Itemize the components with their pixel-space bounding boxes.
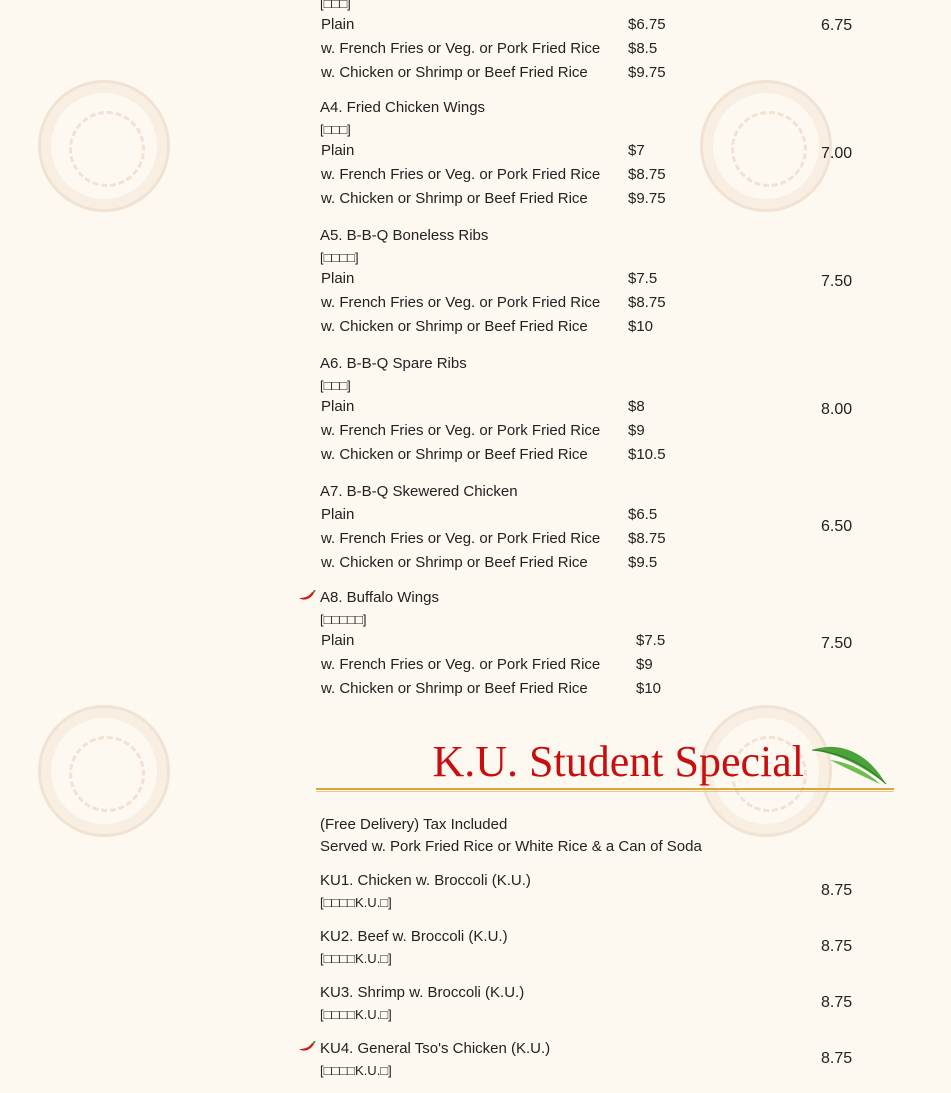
item-price: 8.75 (821, 882, 853, 899)
item-chinese-name: [□□□□K.U.□] (320, 1063, 392, 1078)
item-title: A5. B-B-Q Boneless Ribs (320, 227, 489, 244)
option-label: w. Chicken or Shrimp or Beef Fried Rice (321, 64, 588, 81)
option-price: $7.5 (628, 270, 658, 287)
option-price: $7.5 (636, 632, 666, 649)
option-row (320, 503, 860, 527)
option-label: w. French Fries or Veg. or Pork Fried Rice (321, 530, 601, 547)
item-price: 7.00 (821, 145, 853, 162)
menu-item-a8[interactable] (320, 588, 860, 701)
item-title: A7. B-B-Q Skewered Chicken (320, 483, 518, 500)
option-label: w. Chicken or Shrimp or Beef Fried Rice (321, 680, 588, 697)
item-price: 6.75 (821, 17, 853, 34)
option-label: Plain (321, 142, 355, 159)
item-price: 7.50 (821, 635, 853, 652)
section-note: Served w. Pork Fried Rice or White Rice & a Can of Soda (320, 838, 702, 855)
option-row (320, 551, 860, 575)
item-title: A6. B-B-Q Spare Ribs (320, 355, 467, 372)
item-chinese-name: [□□□□K.U.□] (320, 895, 392, 910)
menu-item-ku3[interactable] (320, 983, 860, 1024)
item-price: 8.75 (821, 938, 853, 955)
option-label: w. French Fries or Veg. or Pork Fried Rice (321, 294, 601, 311)
option-row (320, 37, 860, 61)
section-title: K.U. Student Special (432, 737, 804, 786)
option-price: $9 (636, 656, 653, 673)
option-price: $8.75 (628, 294, 666, 311)
option-label: w. Chicken or Shrimp or Beef Fried Rice (321, 446, 588, 463)
option-label: Plain (321, 398, 355, 415)
option-label: Plain (321, 506, 355, 523)
item-title: A8. Buffalo Wings (320, 589, 439, 606)
option-price: $9.75 (628, 64, 666, 81)
item-chinese-name: [□□□] (320, 122, 351, 137)
option-label: w. French Fries or Veg. or Pork Fried Rice (321, 422, 601, 439)
option-row (320, 629, 860, 653)
menu-item-a4[interactable] (320, 98, 860, 211)
option-label: Plain (321, 16, 355, 33)
item-price: 7.50 (821, 273, 853, 290)
chili-pepper-icon (298, 590, 316, 602)
option-label: Plain (321, 632, 355, 649)
menu-item-ku2[interactable] (320, 927, 860, 968)
option-row (320, 527, 860, 551)
section-header (316, 736, 894, 792)
option-row (320, 395, 860, 419)
option-price: $6.5 (628, 506, 658, 523)
background-seal-ornament (38, 80, 170, 212)
item-price: 6.50 (821, 518, 853, 535)
item-price: 8.75 (821, 1050, 853, 1067)
item-chinese-name: [□□□□] (320, 250, 359, 265)
item-title: A4. Fried Chicken Wings (320, 99, 486, 116)
menu-item-ku1[interactable] (320, 871, 860, 912)
option-price: $10.5 (628, 446, 666, 463)
option-row (320, 187, 860, 211)
option-row (320, 677, 860, 701)
item-title: KU3. Shrimp w. Broccoli (K.U.) (320, 984, 525, 1001)
option-label: w. French Fries or Veg. or Pork Fried Rice (321, 656, 601, 673)
item-title: KU1. Chicken w. Broccoli (K.U.) (320, 872, 531, 889)
section-note: (Free Delivery) Tax Included (320, 816, 508, 833)
section-divider (316, 788, 894, 790)
item-price: 8.00 (821, 401, 853, 418)
item-title: KU4. General Tso's Chicken (K.U.) (320, 1040, 551, 1057)
background-seal-ornament (38, 705, 170, 837)
menu-item-a7[interactable] (320, 482, 860, 575)
menu-item-a5[interactable] (320, 226, 860, 339)
option-label: w. Chicken or Shrimp or Beef Fried Rice (321, 318, 588, 335)
section-divider (316, 791, 894, 792)
menu-item-a6[interactable] (320, 354, 860, 467)
option-price: $7 (628, 142, 645, 159)
menu-item-partial (320, 0, 860, 85)
item-chinese-name: [□□□] (320, 378, 351, 393)
option-price: $8 (628, 398, 645, 415)
item-chinese-name: [□□□□K.U.□] (320, 951, 392, 966)
option-label: w. Chicken or Shrimp or Beef Fried Rice (321, 190, 588, 207)
option-price: $8.75 (628, 166, 666, 183)
chili-pepper-icon (298, 1041, 316, 1053)
option-row (320, 13, 860, 37)
option-price: $10 (636, 680, 662, 697)
option-row (320, 291, 860, 315)
option-row (320, 267, 860, 291)
option-row (320, 163, 860, 187)
option-price: $9 (628, 422, 645, 439)
item-chinese-name: [□□□□□] (320, 612, 367, 627)
option-label: Plain (321, 270, 355, 287)
option-price: $8.5 (628, 40, 658, 57)
option-label: w. French Fries or Veg. or Pork Fried Rice (321, 166, 601, 183)
option-row (320, 139, 860, 163)
option-price: $6.75 (628, 16, 666, 33)
option-row (320, 419, 860, 443)
option-row (320, 653, 860, 677)
bamboo-leaf-icon (810, 740, 890, 786)
menu-item-ku4[interactable] (320, 1039, 860, 1080)
option-label: w. French Fries or Veg. or Pork Fried Rice (321, 40, 601, 57)
option-price: $10 (628, 318, 654, 335)
option-price: $8.75 (628, 530, 666, 547)
option-row (320, 315, 860, 339)
item-price: 8.75 (821, 994, 853, 1011)
option-label: w. Chicken or Shrimp or Beef Fried Rice (321, 554, 588, 571)
option-row (320, 443, 860, 467)
option-price: $9.75 (628, 190, 666, 207)
item-chinese-name: [□□□] (320, 0, 351, 11)
item-title: KU2. Beef w. Broccoli (K.U.) (320, 928, 508, 945)
item-chinese-name: [□□□□K.U.□] (320, 1007, 392, 1022)
option-price: $9.5 (628, 554, 658, 571)
option-row (320, 61, 860, 85)
